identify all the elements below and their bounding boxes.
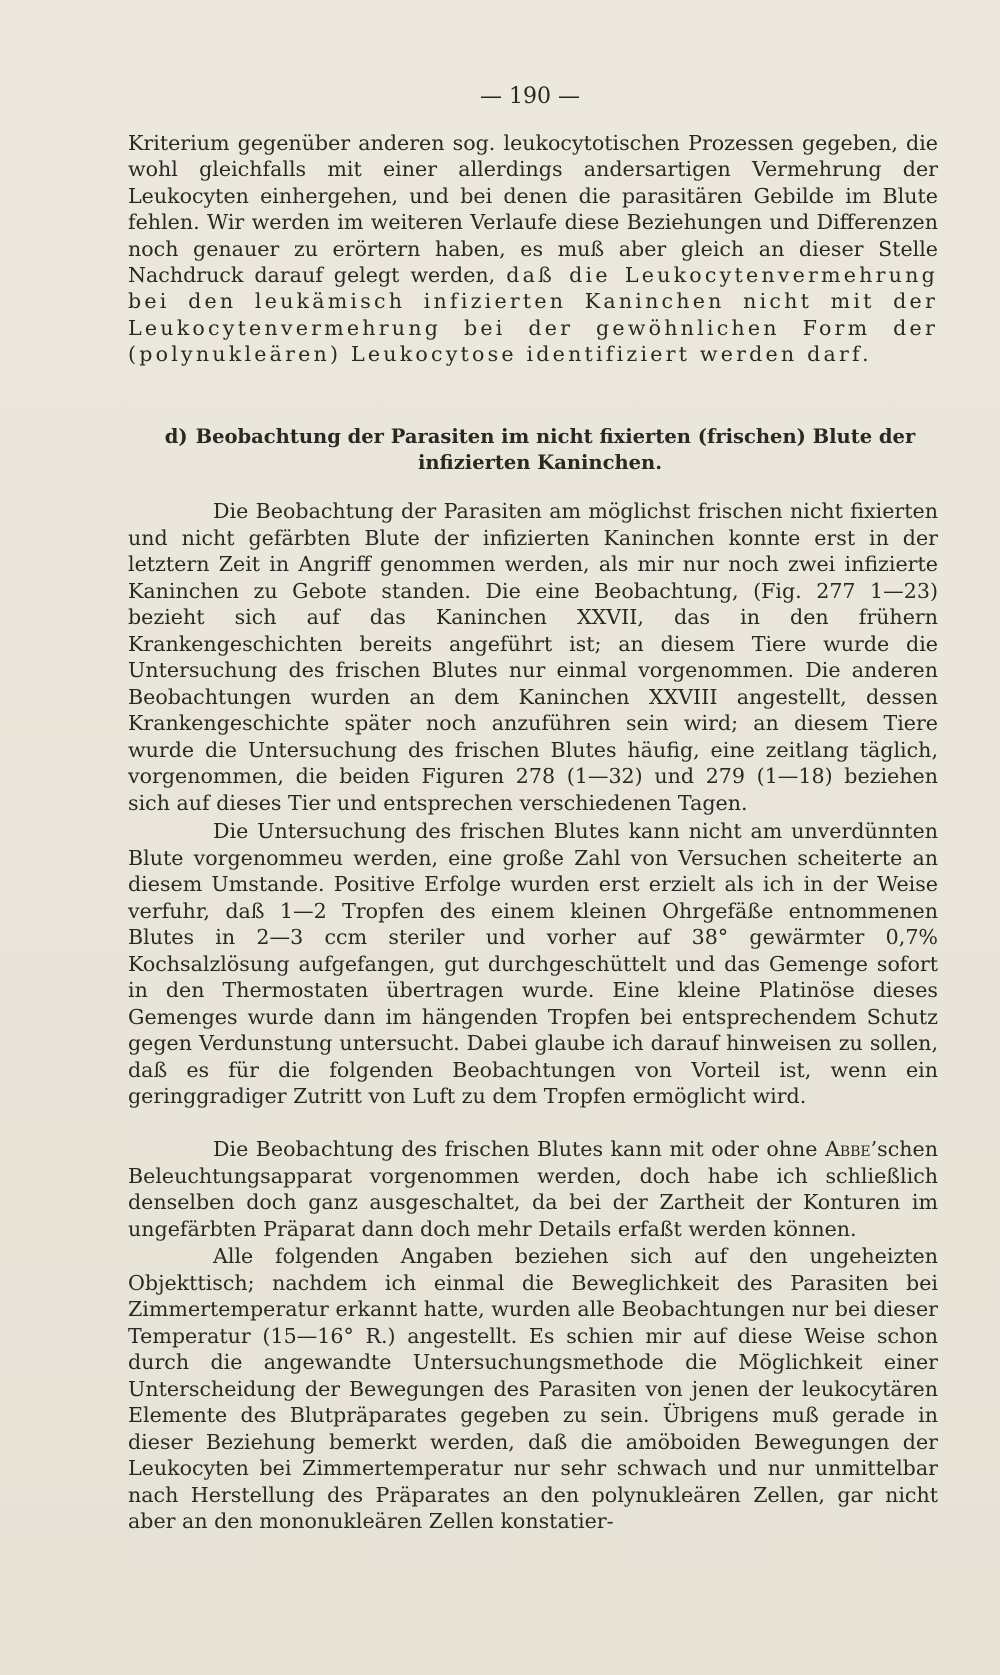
paragraph-text: Kriterium gegenüber anderen sog. leukocytotischen Prozessen gegeben, die wohl gleichfalls mit einer allerdings andersartigen Vermehrung der Leukocyten einhergehen, und bei denen die parasitären Gebilde im Blute fehlen. Wir werden im weiteren Verlaufe diese Beziehungen und Differenzen noch genauer zu erörtern haben, es muß aber gleich an dieser Stelle Nachdruck darauf gelegt werden, bbox=[128, 131, 938, 288]
paragraph-examination-method: Die Untersuchung des frischen Blutes kann nicht am unverdünnten Blute vorgenommeu werden, eine große Zahl von Versuchen scheiterte an diesem Umstande. Positive Erfolge wurden erst erzielt als ich in der Weise verfuhr, daß 1—2 Tropfen des einem kleinen Ohrgefäße entnommenen Blutes in 2—3 ccm steriler und vorher auf 38° gewärmter 0,7% Kochsalzlösung aufgefangen, gut durchgeschüttelt und das Gemenge sofort in den Thermostaten übertragen wurde. Eine kleine Platinöse dieses Gemenges wurde dann im hängenden Tropfen bei entsprechendem Schutz gegen Verdunstung untersucht. Dabei glaube ich darauf hinweisen zu sollen, daß es für die folgenden Beobachtungen von Vorteil ist, wenn ein geringgradiger Zutritt von Luft zu dem Tropfen ermöglicht wird. bbox=[128, 819, 938, 1108]
author-name-abbe: Abbe bbox=[824, 1137, 871, 1161]
page-number: — 190 — bbox=[480, 84, 580, 109]
paragraph-temperature: Alle folgenden Angaben beziehen sich auf den ungeheizten Objekttisch; nachdem ich einmal die Beweglichkeit des Parasiten bei Zimmertemperatur erkannt hatte, wurden alle Beobachtungen nur bei dieser Temperatur (15—16° R.) angestellt. Es schien mir auf diese Weise schon durch die angewandte Untersuchungsmethode die Möglichkeit einer Unterscheidung der Bewegungen des Parasiten von jenen der leukocytären Elemente des Blutpräparates gegeben zu sein. Übrigens muß gerade in dieser Beziehung bemerkt werden, daß die amöboiden Bewegungen der Leukocyten bei Zimmertemperatur nur sehr schwach und nur unmittelbar nach Herstellung des Präparates an den polynukleären Zellen, gar nicht aber an den mononukleären Zellen konstatier- bbox=[128, 1244, 938, 1533]
section-heading bbox=[150, 424, 930, 476]
paragraph-text: ’schen Beleuchtungsapparat vorgenommen werden, doch habe ich schließlich denselben doch ganz ausgeschaltet, da bei der Zartheit der Konturen im ungefärbten Präparat dann doch mehr Details erfaßt werden können. bbox=[128, 1137, 938, 1241]
section-title: Beobachtung der Parasiten im nicht fixierten (frischen) Blute der infizierten Kaninchen. bbox=[195, 425, 916, 474]
paragraph-illumination bbox=[128, 1136, 938, 1242]
section-label: d) bbox=[164, 425, 188, 448]
paragraph-text: Die Beobachtung des frischen Blutes kann mit oder ohne bbox=[213, 1137, 825, 1161]
paragraph-observation: Die Beobachtung der Parasiten am möglichst frischen nicht fixierten und nicht gefärbten Blute der infizierten Kaninchen konnte erst in der letztern Zeit in Angriff genommen werden, als mir nur noch zwei infizierte Kaninchen zu Gebote standen. Die eine Beobachtung, (Fig. 277 1—23) bezieht sich auf das Kaninchen XXVII, das in den frühern Krankengeschichten bereits angeführt ist; an diesem Tiere wurde die Untersuchung des frischen Blutes nur einmal vorgenommen. Die anderen Beobachtungen wurden an dem Kaninchen XXVIII angestellt, dessen Krankengeschichte später noch anzuführen sein wird; an diesem Tiere wurde die Untersuchung des frischen Blutes häufig, eine zeitlang täglich, vorgenommen, die beiden Figuren 278 (1—32) und 279 (1—18) beziehen sich auf dieses Tier und entsprechen verschiedenen Tagen. bbox=[128, 499, 938, 815]
paragraph-criterion bbox=[128, 130, 938, 368]
emphasized-spaced-text: daß die Leukocytenvermehrung bei den leukämisch infizierten Kaninchen nicht mit der Leukocytenvermehrung bei der gewöhnlichen Form der (polynukleären) Leukocytose identifiziert werden darf. bbox=[128, 263, 938, 367]
